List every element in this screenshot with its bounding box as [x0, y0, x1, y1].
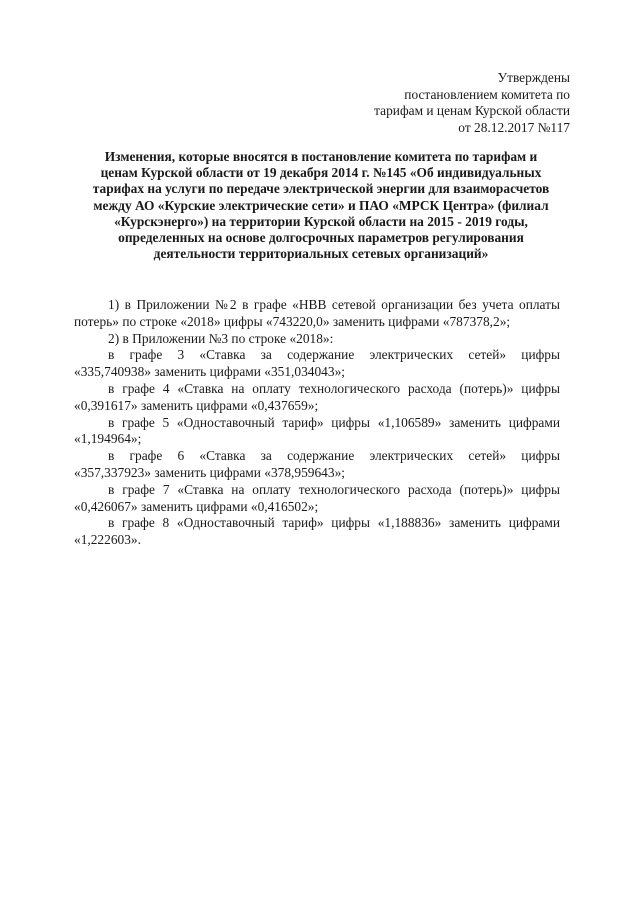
approval-line: тарифам и ценам Курской области [374, 103, 570, 118]
title-line: Изменения, которые вносятся в постановление комитета по тарифам и [104, 149, 538, 164]
body-line: в графе 8 «Одноставочный тариф» цифры «1,188836» заменить цифрами [108, 515, 560, 531]
body-line: в графе 5 «Одноставочный тариф» цифры «1,106589» заменить цифрами [108, 414, 560, 430]
approval-block [340, 70, 570, 136]
title-line: тарифах на услуги по передаче электрической энергии для взаиморасчетов [92, 181, 550, 197]
title-line: «Курскэнерго») на территории Курской области на 2015 - 2019 годы, [114, 213, 528, 229]
body-line: «335,740938» заменить цифрами «351,034043»; [74, 364, 345, 380]
body-line: «1,194964»; [74, 431, 142, 447]
approval-line: постановлением комитета по [404, 86, 570, 102]
approval-line: Утверждены [497, 70, 570, 85]
title-line: между АО «Курские электрические сети» и ПАО «МРСК Центра» (филиал [93, 197, 549, 213]
body-line: в графе 3 «Ставка за содержание электрических сетей» цифры [108, 347, 560, 363]
body-line: «0,391617» заменить цифрами «0,437659»; [74, 397, 319, 413]
body-line: в графе 6 «Ставка за содержание электрических сетей» цифры [108, 448, 560, 464]
body-line: 1) в Приложении №2 в графе «НВВ сетевой организации без учета оплаты [108, 297, 560, 312]
document-body [74, 297, 560, 549]
body-line: потерь» по строке «2018» цифры «743220,0» заменить цифрами «787378,2»; [74, 313, 511, 329]
body-line: «0,426067» заменить цифрами «0,416502»; [74, 498, 319, 514]
body-line: в графе 7 «Ставка на оплату технологического расхода (потерь)» цифры [108, 481, 560, 497]
body-line: «357,337923» заменить цифрами «378,959643»; [74, 464, 345, 480]
title-line: ценам Курской области от 19 декабря 2014 г. №145 «Об индивидуальных [100, 165, 542, 181]
body-line: «1,222603». [74, 532, 141, 548]
approval-line: от 28.12.2017 №117 [458, 119, 570, 135]
body-line: в графе 4 «Ставка на оплату технологического расхода (потерь)» цифры [108, 380, 560, 396]
title-line: определенных на основе долгосрочных параметров регулирования [118, 230, 524, 246]
document-title [74, 149, 568, 262]
title-line: деятельности территориальных сетевых организаций» [153, 246, 489, 262]
body-line: 2) в Приложении №3 по строке «2018»: [108, 330, 334, 346]
